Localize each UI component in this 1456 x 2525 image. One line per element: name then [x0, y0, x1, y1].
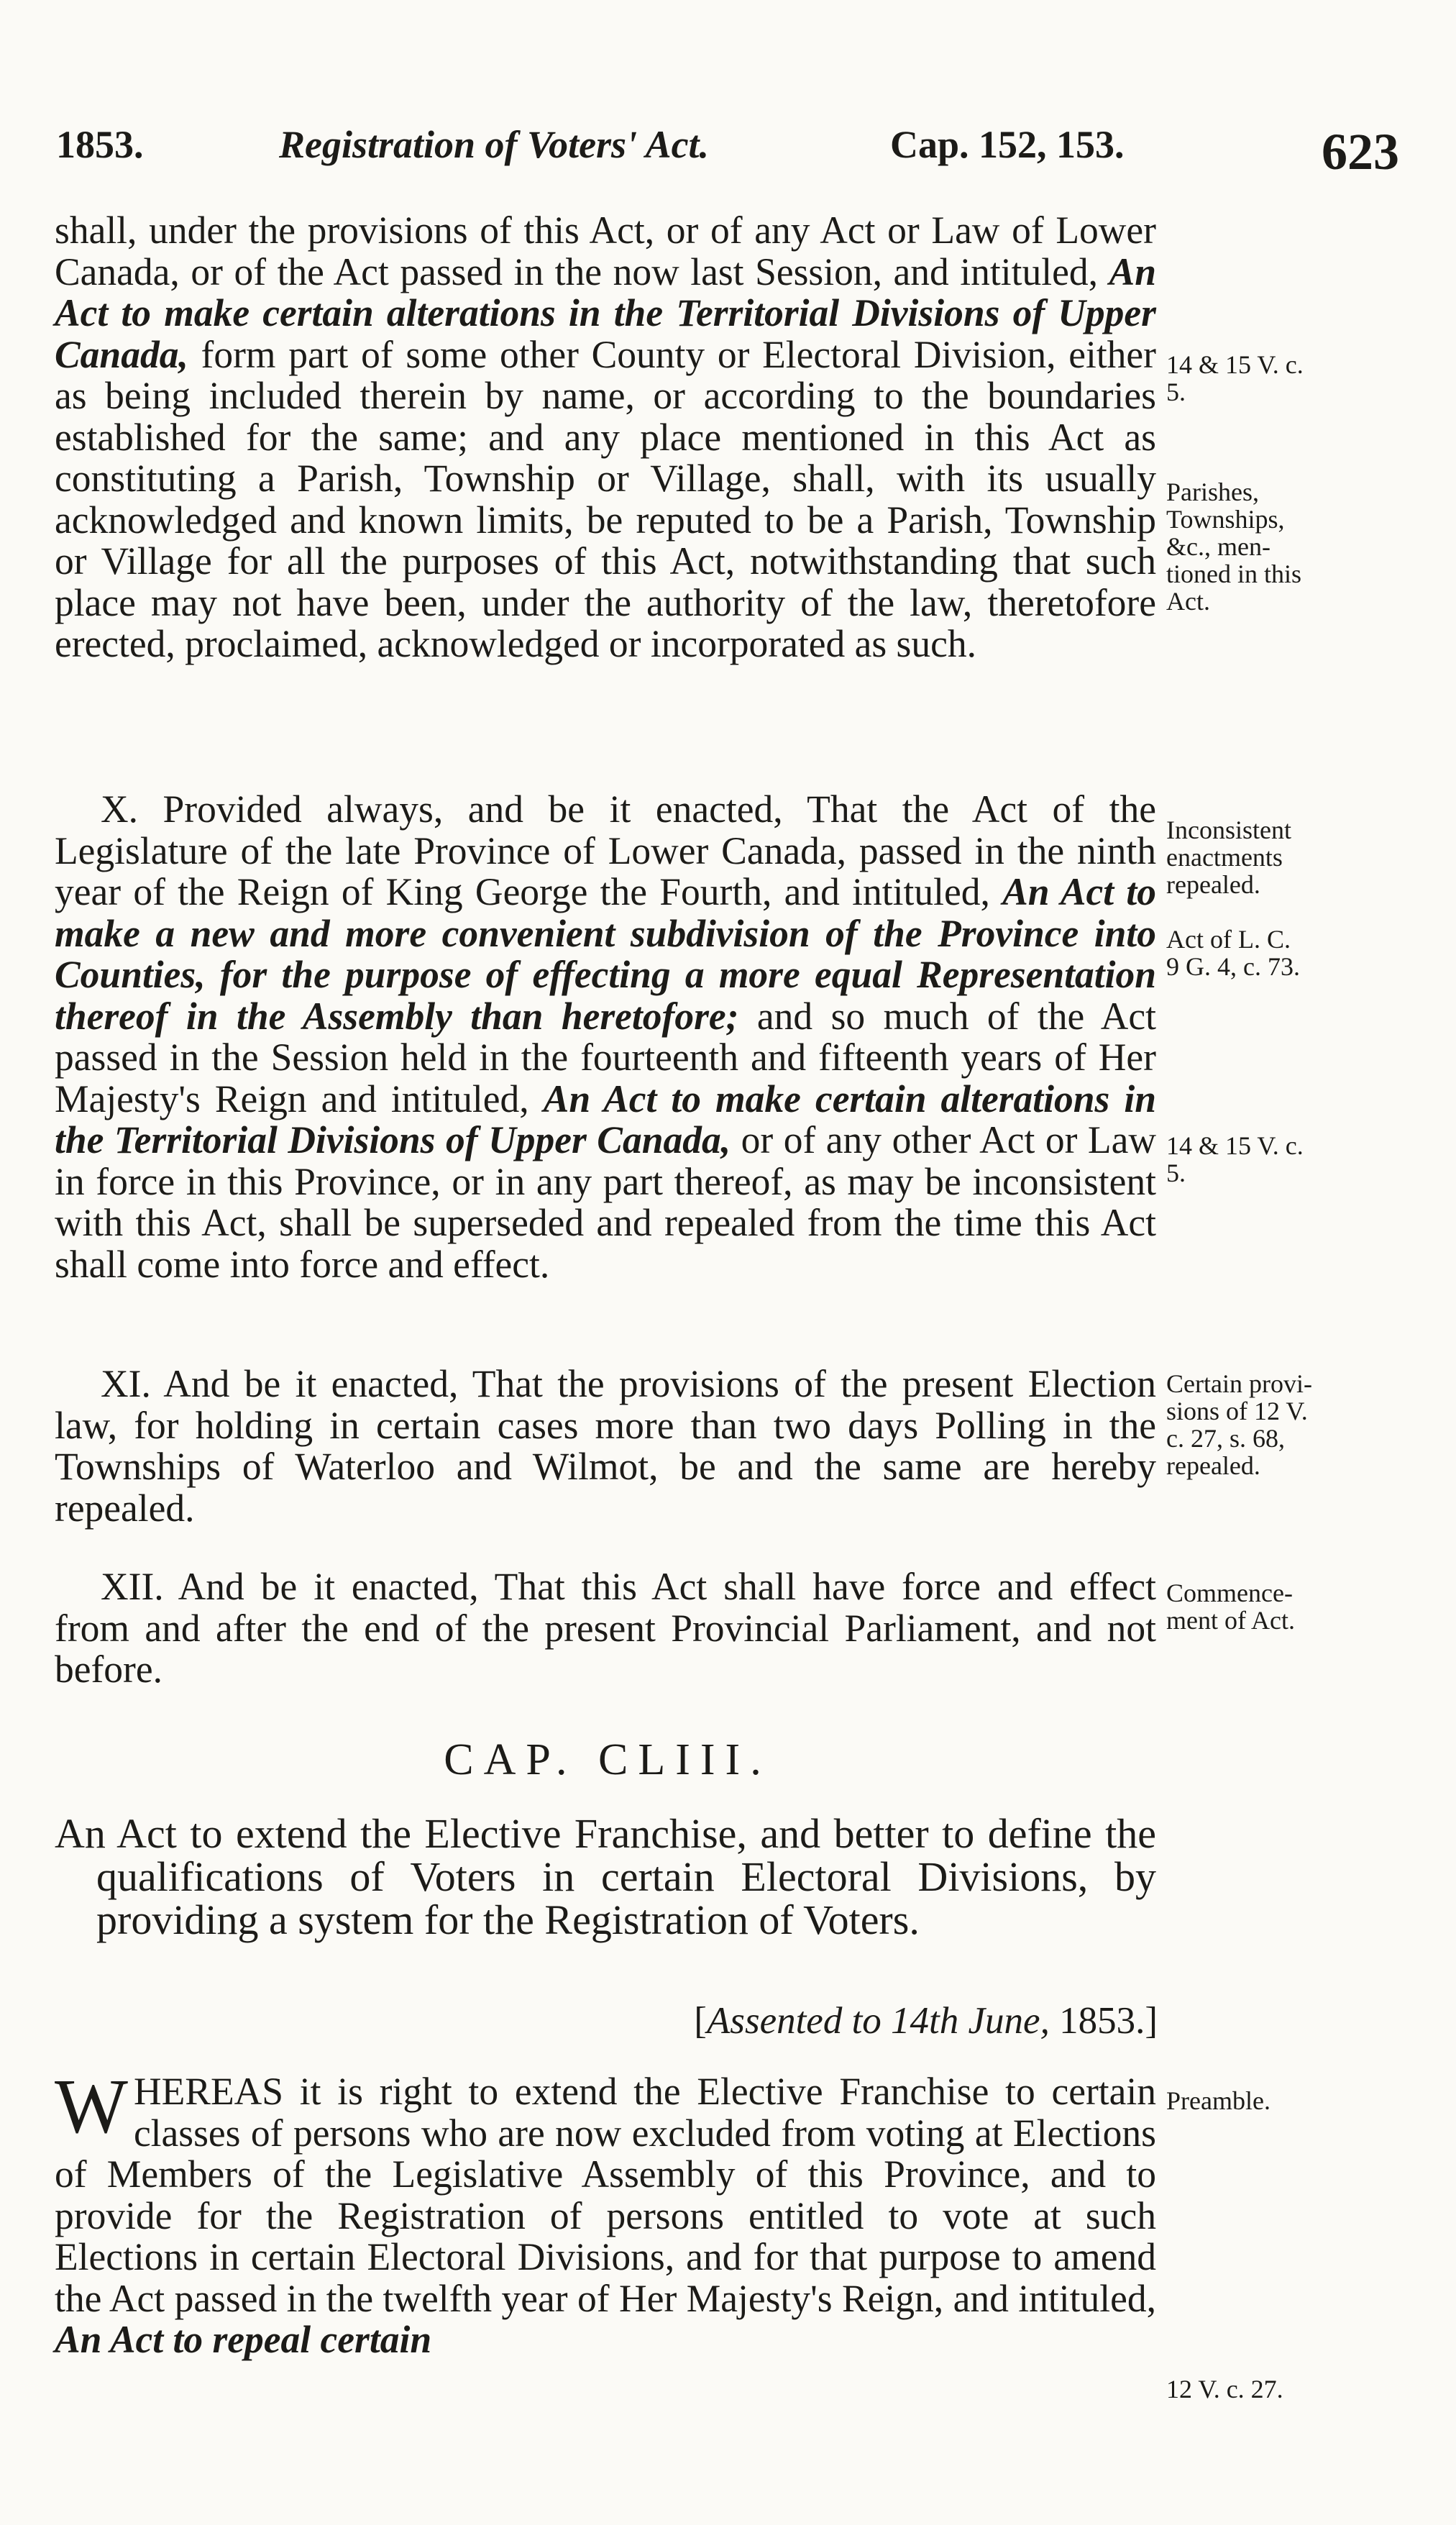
margin-note-12-v-c27: 12 V. c. 27. [1166, 2375, 1283, 2403]
assent-line [568, 1999, 1158, 2042]
section-ix-text-2: form part of some other County or Electoral Division, either as being included therein by name, or according to the boundaries established for the same; and any place mentioned in this Act as constituting a Parish, Township or Village, shall, with its usually acknowledged and known limits, be reputed to be a Parish, Township or Village for all the purposes of this Act, notwithstanding that such place may not have been, under the authority of the law, theretofore erected, proclaimed, acknowledged or incorporated as such. [55, 332, 1156, 665]
section-x-cited-act-2: An Act to make certain alterations in the Territorial Divisions of Upper Canada, [55, 1077, 1156, 1161]
margin-note-14-15-v-c5-b: 14 & 15 V. c. 5. [1166, 1131, 1304, 1187]
section-ix-cited-act: An Act to make certain alterations in the Territorial Divisions of Upper Canada, [55, 250, 1156, 376]
page-number: 623 [1322, 123, 1399, 181]
margin-note-14-15-v-c5-a: 14 & 15 V. c. 5. [1166, 350, 1304, 406]
margin-note-certain-provisions: Certain provi- sions of 12 V. c. 27, s. 68, repealed. [1166, 1369, 1312, 1480]
header-year: 1853. [56, 123, 144, 166]
preamble-cited-act: An Act to repeal certain [55, 2318, 432, 2361]
preamble [55, 2064, 1156, 2361]
margin-note-preamble: Preamble. [1166, 2086, 1270, 2115]
section-xi [55, 1364, 1156, 1529]
header-chapter: Cap. 152, 153. [890, 123, 1125, 166]
assent-year: 1853.] [1049, 2000, 1158, 2042]
margin-note-inconsistent-enactments: Inconsistent enactments repealed. [1166, 816, 1291, 899]
margin-note-commencement: Commence- ment of Act. [1166, 1579, 1295, 1635]
assent-open-bracket: [ [694, 2000, 707, 2042]
header-title: Registration of Voters' Act. [279, 123, 710, 166]
running-header [56, 122, 1399, 181]
section-x-text-1: X. Provided always, and be it enacted, That the Act of the Legislature of the late Province of Lower Canada, passed in the ninth year of the Reign of King George the Fourth, and intituled, [55, 787, 1156, 913]
section-x-cited-act-1: An Act to make a new and more convenient subdivision of the Province into Counties, for the purpose of effecting a more equal Representation thereof in the Assembly than heretofore; [55, 870, 1156, 1038]
section-ix-continuation [55, 210, 1156, 665]
section-x-text-3: or of any other Act or Law in force in this Province, or in any part thereof, as may be inconsistent with this Act, shall be superseded and repealed from the time this Act shall come into force and effect. [55, 1118, 1156, 1286]
section-xii-text: XII. And be it enacted, That this Act shall have force and effect from and after the end of the present Provincial Parliament, and not before. [55, 1565, 1156, 1691]
section-ix-text-1: shall, under the provisions of this Act, or of any Act or Law of Lower Canada, or of the Act passed in the now last Session, and intituled, [55, 209, 1156, 293]
act-long-title: An Act to extend the Elective Franchise, and better to define the qualifications of Voters in certain Electoral Divisions, by providing a system for the Registration of Voters. [55, 1810, 1156, 1943]
margin-note-parishes: Parishes, Townships, &c., men- tioned in this Act. [1166, 478, 1301, 616]
section-x-text-2: and so much of the Act passed in the Session held in the fourteenth and fifteenth years of Her Majesty's Reign and intituled, [55, 994, 1156, 1120]
margin-note-act-of-lc: Act of L. C. 9 G. 4, c. 73. [1166, 925, 1300, 981]
chapter-heading: CAP. CLIII. [444, 1735, 772, 1784]
drop-cap: W [55, 2064, 128, 2150]
section-xi-text: XI. And be it enacted, That the provisions of the present Election law, for holding in certain cases more than two days Polling in the Townships of Waterloo and Wilmot, be and the same are hereby repealed. [55, 1362, 1156, 1530]
preamble-text: HEREAS it is right to extend the Elective Franchise to certain classes of persons who are now excluded from voting at Elections of Members of the Legislative Assembly of this Province, and to provide for the Registration of persons entitled to vote at such Elections in certain Electoral Divisions, and for that purpose to amend the Act passed in the twelfth year of Her Majesty's Reign, and intituled, [55, 2070, 1156, 2320]
section-xii [55, 1566, 1156, 1691]
section-x [55, 789, 1156, 1285]
assent-text: Assented to 14th June, [706, 2000, 1050, 2042]
